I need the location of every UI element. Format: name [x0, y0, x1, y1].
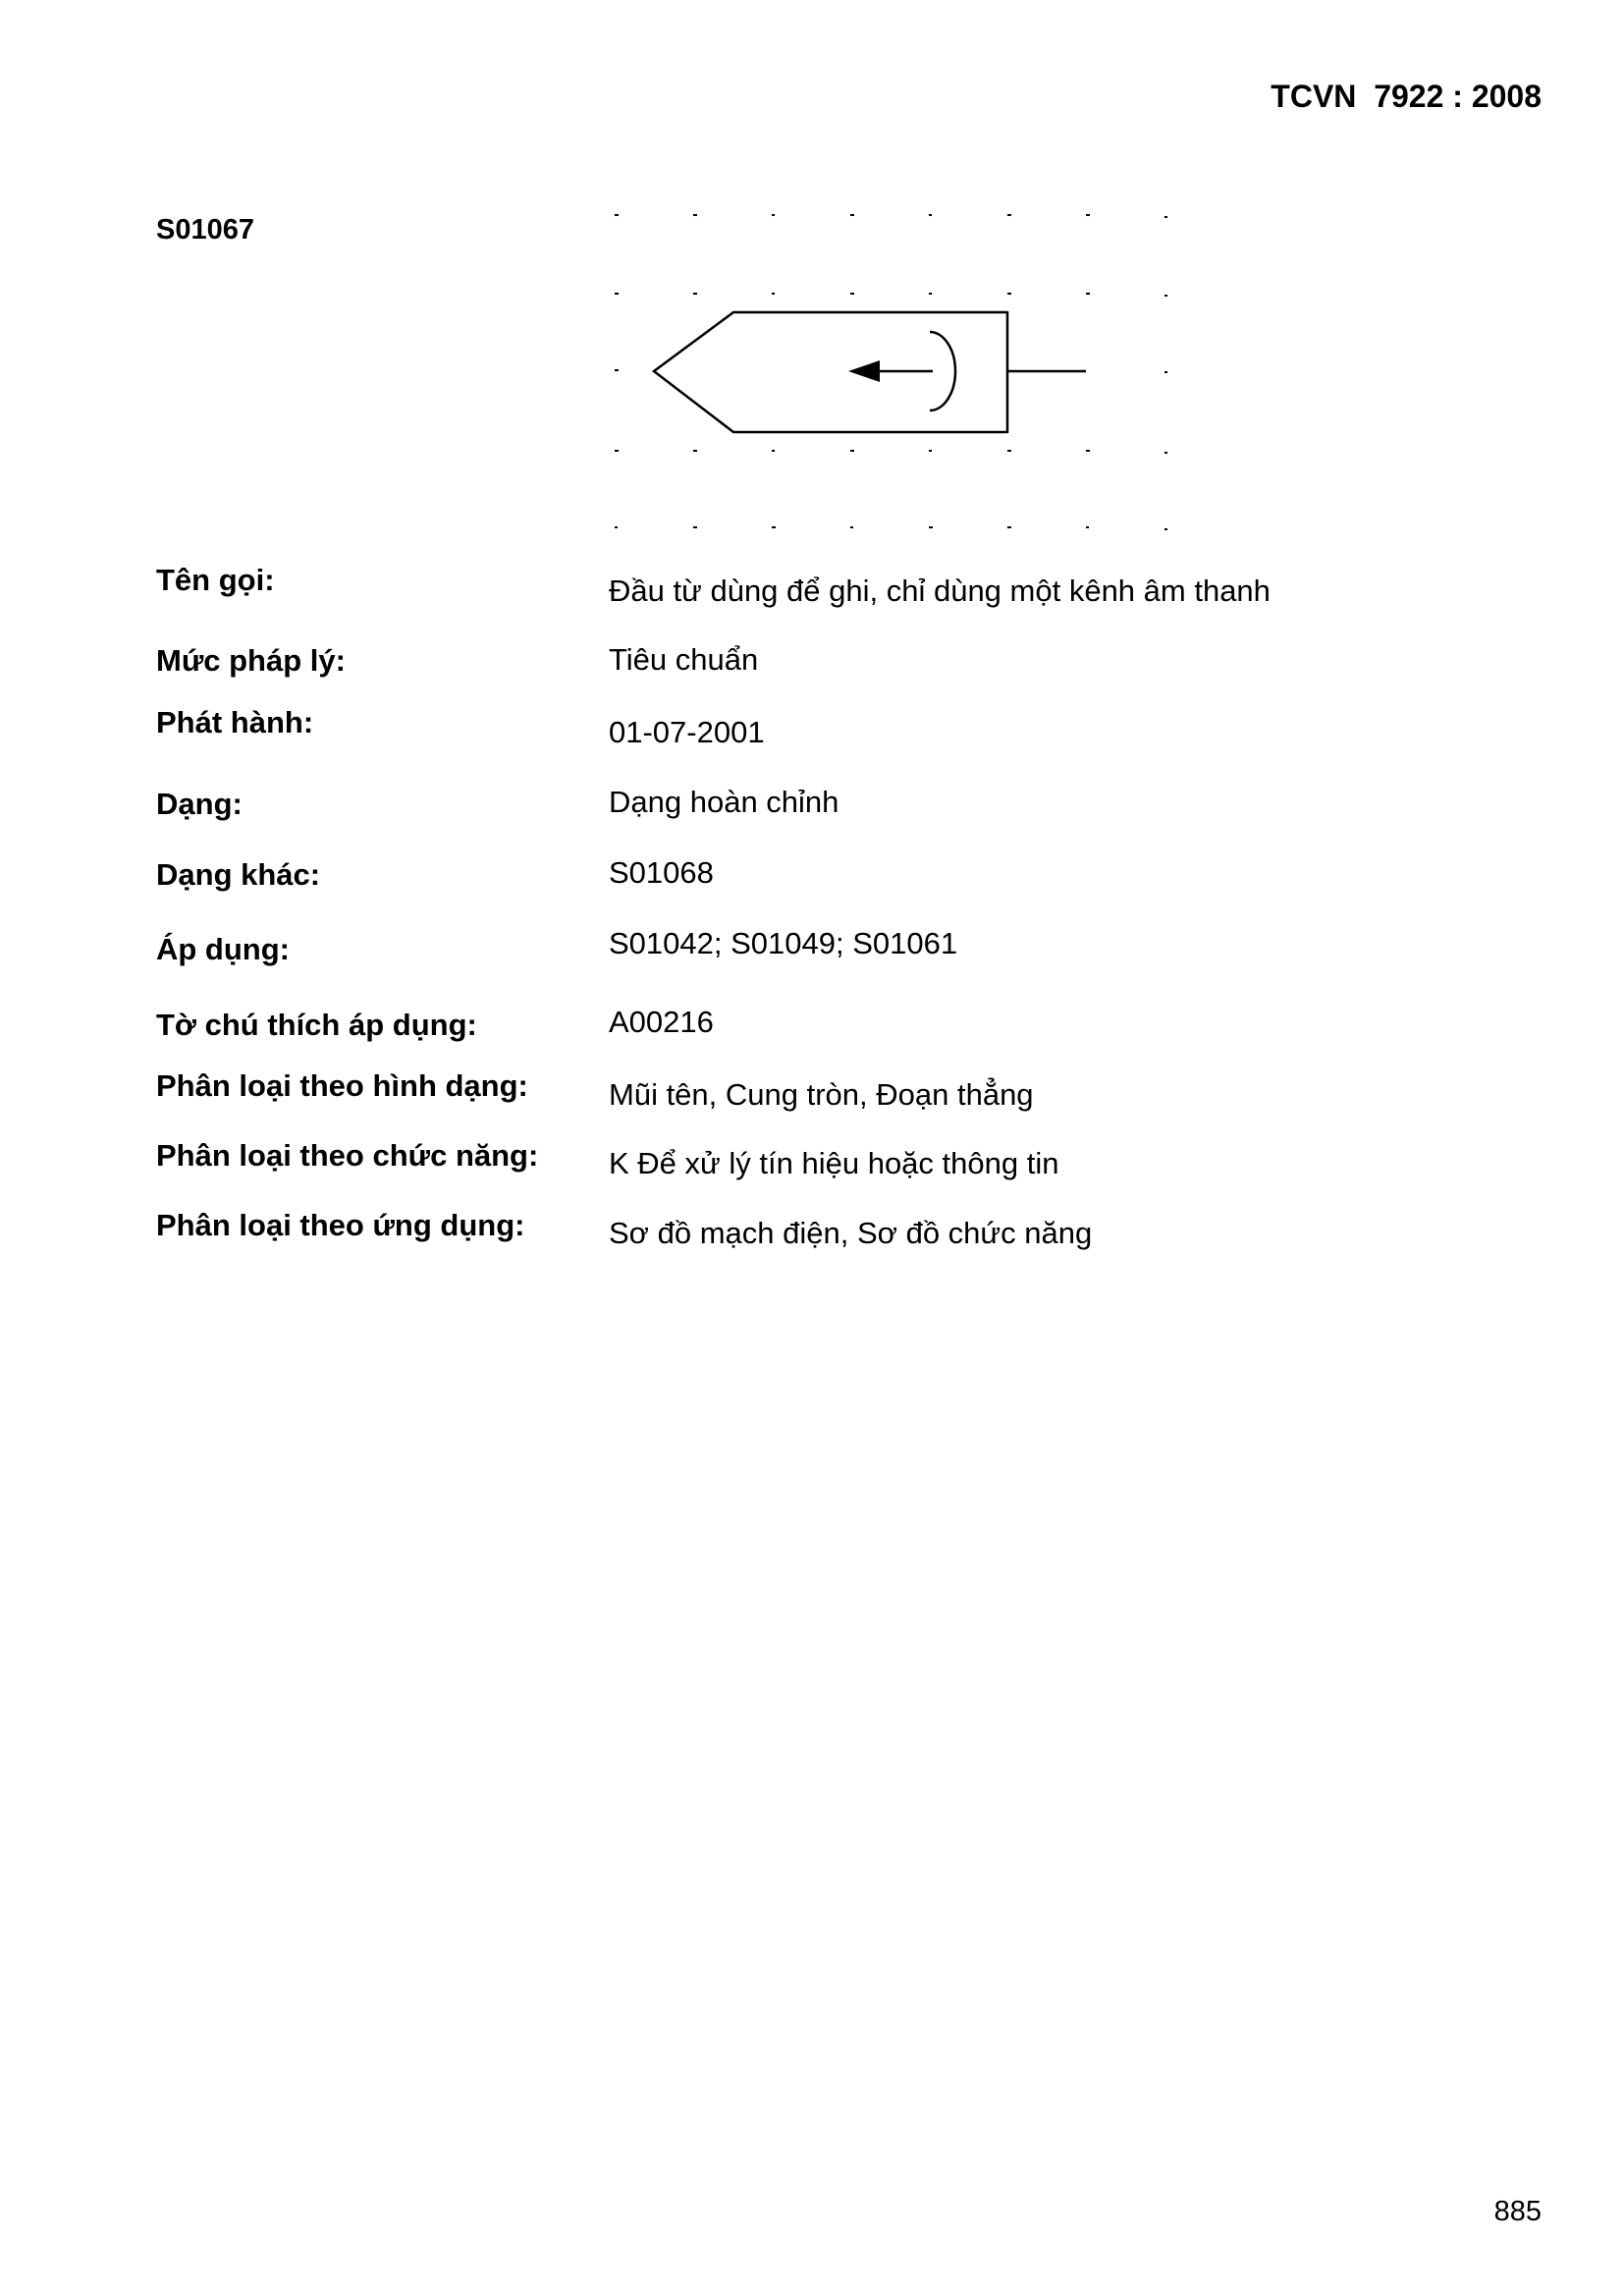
field-label-phat-hanh: Phát hành: — [156, 705, 314, 739]
field-label-to-chu-thich: Tờ chú thích áp dụng: — [156, 1008, 477, 1042]
field-value-phat-hanh: 01-07-2001 — [609, 715, 765, 749]
symbol-id: S01067 — [156, 214, 254, 246]
field-value-pl-chuc-nang: K Để xử lý tín hiệu hoặc thông tin — [609, 1146, 1059, 1180]
field-value-dang-khac: S01068 — [609, 855, 714, 890]
field-value-pl-ung-dung: Sơ đồ mạch điện, Sơ đồ chức năng — [609, 1216, 1093, 1250]
field-label-dang-khac: Dạng khác: — [156, 857, 321, 892]
field-value-pl-hinh-dang: Mũi tên, Cung tròn, Đoạn thẳng — [609, 1077, 1034, 1112]
field-label-pl-ung-dung: Phân loại theo ứng dụng: — [156, 1208, 525, 1242]
standard-code: TCVN 7922 : 2008 — [1271, 79, 1542, 114]
field-label-pl-chuc-nang: Phân loại theo chức năng: — [156, 1138, 539, 1173]
page-number: 885 — [1493, 2196, 1542, 2227]
field-value-dang: Dạng hoàn chỉnh — [609, 785, 839, 819]
field-label-ten-goi: Tên gọi: — [156, 563, 275, 597]
field-value-ap-dung: S01042; S01049; S01061 — [609, 926, 958, 960]
field-label-muc-phap-ly: Mức pháp lý: — [156, 643, 346, 678]
field-value-muc-phap-ly: Tiêu chuẩn — [609, 642, 759, 677]
arrow-head-icon — [848, 360, 880, 382]
field-label-dang: Dạng: — [156, 787, 243, 821]
field-value-ten-goi: Đầu từ dùng để ghi, chỉ dùng một kênh âm thanh — [609, 574, 1271, 608]
symbol-figure — [601, 196, 1190, 535]
field-label-pl-hinh-dang: Phân loại theo hình dạng: — [156, 1068, 528, 1103]
field-label-ap-dung: Áp dụng: — [156, 932, 291, 966]
field-value-to-chu-thich: A00216 — [609, 1005, 714, 1039]
